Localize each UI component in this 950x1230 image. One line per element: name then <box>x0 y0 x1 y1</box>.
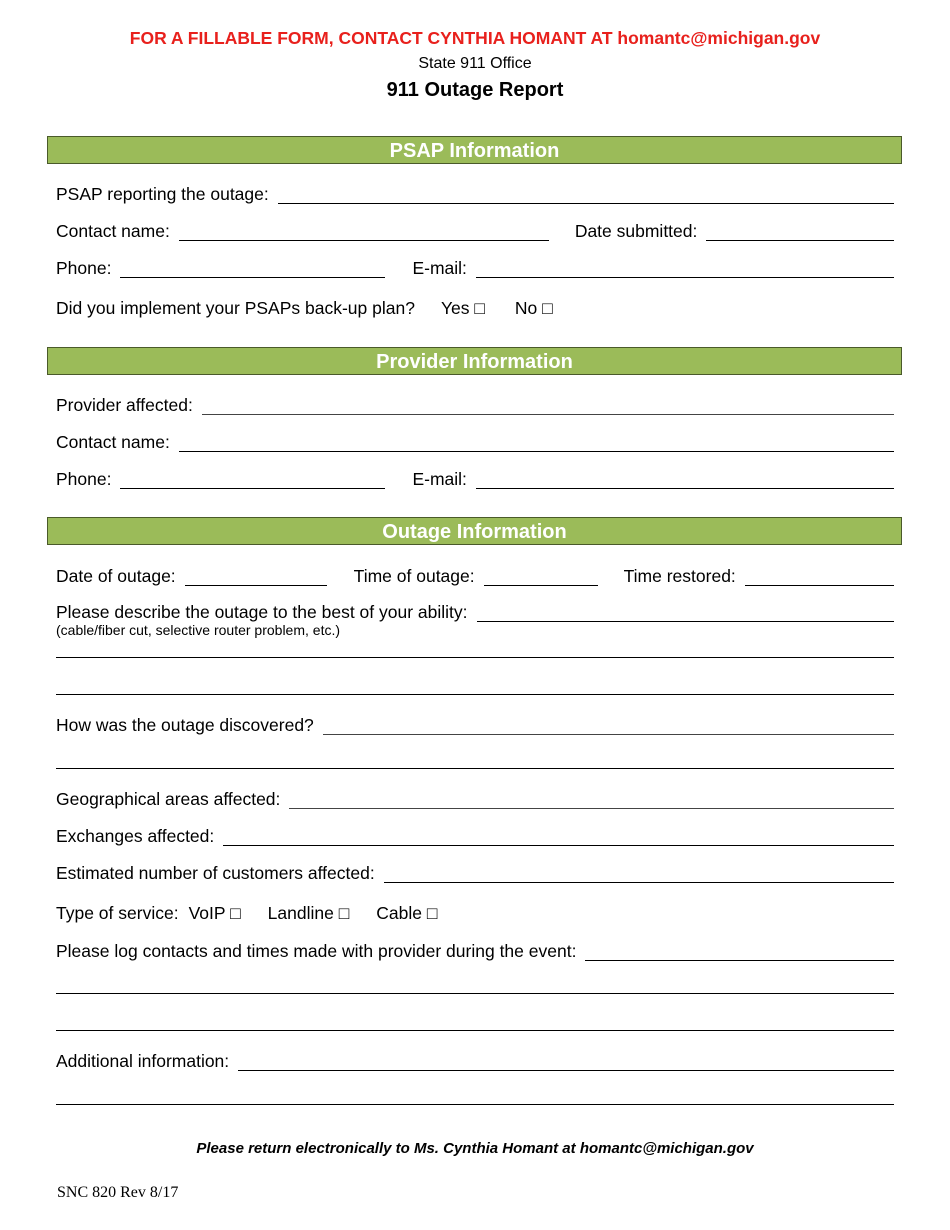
describe-row <box>56 598 894 622</box>
provider-email-field[interactable] <box>476 470 894 489</box>
exchanges-field[interactable] <box>223 827 894 846</box>
office-name: State 911 Office <box>418 55 532 72</box>
geo-areas-row <box>56 785 894 809</box>
provider-email-label: E-mail: <box>412 469 467 489</box>
contact-log-field-line-3[interactable] <box>56 1030 894 1031</box>
provider-affected-label: Provider affected: <box>56 395 193 415</box>
geo-areas-label: Geographical areas affected: <box>56 789 281 809</box>
describe-field[interactable] <box>477 603 894 622</box>
psap-phone-field[interactable] <box>120 259 385 278</box>
time-restored-field[interactable] <box>745 567 894 586</box>
voip-checkbox[interactable]: VoIP □ <box>188 903 241 923</box>
date-submitted-label: Date submitted: <box>574 221 698 241</box>
backup-plan-question: Did you implement your PSAPs back-up plan? <box>56 298 415 318</box>
psap-phone-row <box>56 254 894 278</box>
provider-phone-field[interactable] <box>120 470 385 489</box>
additional-info-row <box>56 1047 894 1071</box>
contact-log-row <box>56 937 894 961</box>
contact-log-label: Please log contacts and times made with provider during the event: <box>56 941 577 961</box>
customers-field[interactable] <box>384 864 894 883</box>
service-type-label: Type of service: <box>56 903 179 923</box>
psap-reporting-row <box>56 180 894 204</box>
psap-reporting-label: PSAP reporting the outage: <box>56 184 269 204</box>
provider-phone-row <box>56 465 894 489</box>
provider-affected-row <box>56 391 894 415</box>
describe-field-line-3[interactable] <box>56 694 894 695</box>
describe-label: Please describe the outage to the best of your ability: <box>56 602 468 622</box>
provider-phone-label: Phone: <box>56 469 112 489</box>
psap-contact-field[interactable] <box>179 222 549 241</box>
backup-yes-checkbox[interactable]: Yes □ <box>440 298 485 318</box>
geo-areas-field[interactable] <box>289 790 894 809</box>
outage-time-label: Time of outage: <box>353 566 475 586</box>
describe-field-line-2[interactable] <box>56 657 894 658</box>
psap-reporting-field[interactable] <box>278 185 894 204</box>
psap-contact-row <box>56 217 894 241</box>
landline-checkbox[interactable]: Landline □ <box>267 903 350 923</box>
date-submitted-field[interactable] <box>706 222 894 241</box>
exchanges-label: Exchanges affected: <box>56 826 215 846</box>
outage-date-label: Date of outage: <box>56 566 176 586</box>
contact-log-field-line-2[interactable] <box>56 993 894 994</box>
psap-phone-label: Phone: <box>56 258 112 278</box>
additional-info-label: Additional information: <box>56 1051 230 1071</box>
customers-label: Estimated number of customers affected: <box>56 863 375 883</box>
return-instructions: Please return electronically to Ms. Cynthia Homant at homantc@michigan.gov <box>196 1140 754 1157</box>
provider-affected-field[interactable] <box>202 396 894 415</box>
psap-email-label: E-mail: <box>412 258 467 278</box>
time-restored-label: Time restored: <box>623 566 736 586</box>
provider-contact-field[interactable] <box>179 433 894 452</box>
provider-section-header: Provider Information <box>47 347 902 375</box>
page-title: 911 Outage Report <box>386 79 564 101</box>
psap-section-header: PSAP Information <box>47 136 902 164</box>
customers-row <box>56 859 894 883</box>
psap-email-field[interactable] <box>476 259 894 278</box>
cable-checkbox[interactable]: Cable □ <box>376 903 438 923</box>
discovered-row <box>56 711 894 735</box>
describe-hint: (cable/fiber cut, selective router problem, etc.) <box>56 622 341 638</box>
outage-time-row <box>56 562 894 586</box>
additional-info-field-line-2[interactable] <box>56 1104 894 1105</box>
additional-info-field[interactable] <box>238 1052 894 1071</box>
contact-log-field[interactable] <box>585 942 894 961</box>
exchanges-row <box>56 822 894 846</box>
discovered-label: How was the outage discovered? <box>56 715 314 735</box>
backup-plan-row <box>56 294 894 318</box>
service-type-row <box>56 899 894 923</box>
psap-contact-label: Contact name: <box>56 221 170 241</box>
outage-time-field[interactable] <box>484 567 598 586</box>
outage-date-field[interactable] <box>185 567 327 586</box>
fillable-form-notice: FOR A FILLABLE FORM, CONTACT CYNTHIA HOMANT AT homantc@michigan.gov <box>129 28 821 48</box>
provider-contact-row <box>56 428 894 452</box>
provider-contact-label: Contact name: <box>56 432 170 452</box>
backup-no-checkbox[interactable]: No □ <box>514 298 553 318</box>
outage-section-header: Outage Information <box>47 517 902 545</box>
discovered-field-line-2[interactable] <box>56 768 894 769</box>
discovered-field[interactable] <box>323 716 894 735</box>
form-number: SNC 820 Rev 8/17 <box>57 1184 179 1201</box>
